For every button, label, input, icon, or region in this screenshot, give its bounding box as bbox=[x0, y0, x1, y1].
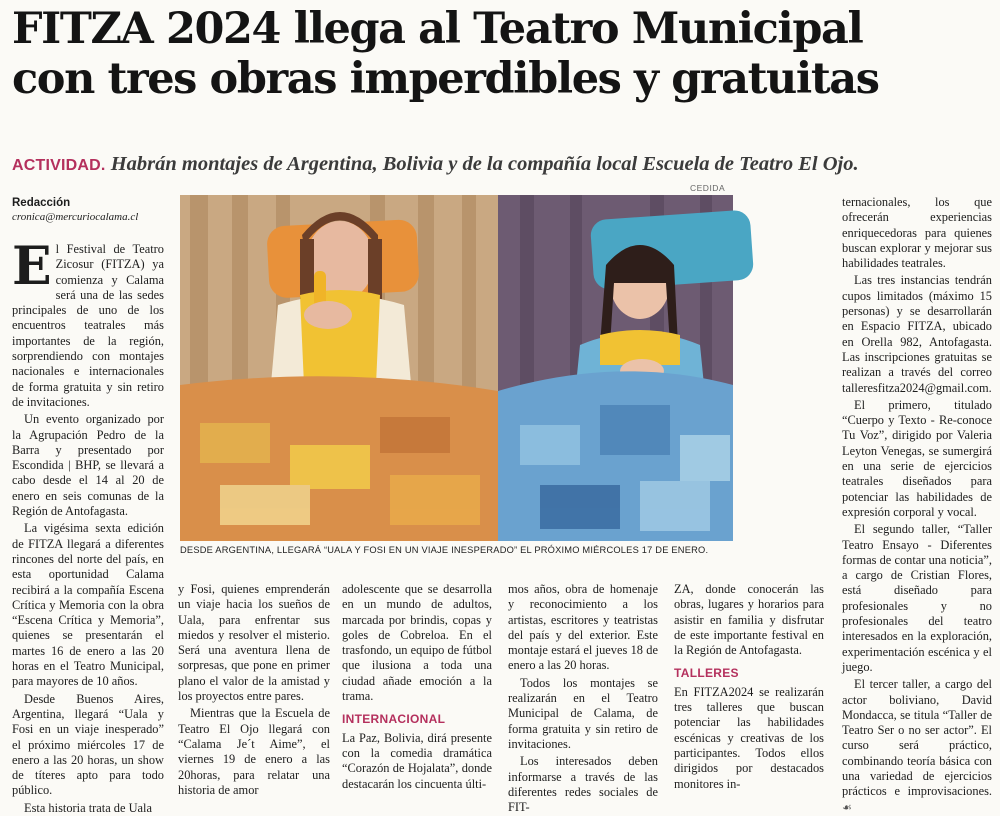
paragraph: El segundo taller, “Taller Teatro Ensayo - Diferentes formas de contar una noticia”, a cargo de Cristian Flores, está diseñado para profesionales y no profesionales del teatro interesados en la exploración, experimentación escénica y el juego. bbox=[842, 522, 992, 674]
paragraph: Las tres instancias tendrán cupos limitados (máximo 15 personas) y se desarrollarán en Espacio FITZA, ubicado en Orella 982, Antofagasta. Las inscripciones gratuitas se realizan a través del correo talleresfitza2024@gmail.com. bbox=[842, 273, 992, 395]
deck bbox=[12, 152, 992, 178]
paragraph: Un evento organizado por la Agrupación Pedro de la Barra y presentado por Escondida | BHP, se llevará a cabo desde el 14 al 20 de enero en seis comunas de la Región de Antofagasta. bbox=[12, 412, 164, 519]
photo-illustration bbox=[180, 195, 733, 541]
column-4 bbox=[508, 582, 658, 815]
subhead-talleres: TALLERES bbox=[674, 666, 739, 681]
paragraph: La Paz, Bolivia, dirá presente con la comedia dramática “Corazón de Hojalata”, donde destacarán los cincuenta últi- bbox=[342, 730, 492, 791]
paragraph: El primero, titulado “Cuerpo y Texto - Re-conoce Tu Voz”, dirigido por Valeria Leyton Venegas, se sumergirá en una serie de ejercicios teatrales diseñados para potenciar las habilidades de expresión corporal y vocal. bbox=[842, 397, 992, 519]
paragraph: El tercer taller, a cargo del actor boliviano, David Mondacca, se titula “Taller de Teatro Ser o no ser actor”. El curso será práctico, combinando teoría básica con una variedad de ejercicios prácticos e improvisaciones. ☙ bbox=[842, 677, 992, 814]
paragraph: ternacionales, los que ofrecerán experiencias enriquecedoras para quienes buscan explorar y mejorar sus habilidades teatrales. bbox=[842, 195, 992, 271]
photo-caption: DESDE ARGENTINA, LLEGARÁ “UALA Y FOSI EN UN VIAJE INESPERADO” EL PRÓXIMO MIÉRCOLES 17 DE ENERO. bbox=[180, 545, 709, 555]
headline-line-2: con tres obras imperdibles y gratuitas bbox=[12, 54, 879, 104]
subhead-internacional: INTERNACIONAL bbox=[342, 712, 446, 727]
paragraph: Todos los montajes se realizarán en el Teatro Municipal de Calama, de forma gratuita y sin retiro de invitaciones. bbox=[508, 675, 658, 751]
headline-line-1: FITZA 2024 llega al Teatro Municipal bbox=[12, 4, 863, 54]
paragraph: ZA, donde conocerán las obras, lugares y horarios para asistir en familia y disfrutar de este importante festival en la Región de Antofagasta. bbox=[674, 582, 824, 658]
end-mark-icon: ☙ bbox=[842, 801, 852, 814]
column-6 bbox=[842, 195, 992, 816]
paragraph: Esta historia trata de Uala bbox=[24, 800, 152, 815]
headline bbox=[12, 4, 992, 104]
deck-text: Habrán montajes de Argentina, Bolivia y de la compañía local Escuela de Teatro El Ojo. bbox=[110, 153, 859, 175]
paragraph: La vigésima sexta edición de FITZA llegará a diferentes rincones del norte del país, en esta oportunidad Calama recibirá a la compañía Escena Crítica y Memoria con la obra “Escena Crítica y Memoria”, quienes se presentarán el martes 16 de enero a las 20 horas en el Teatro Municipal, para mayores de 10 años. bbox=[12, 521, 164, 689]
drop-cap: E bbox=[12, 236, 52, 297]
photo-uala-y-fosi bbox=[180, 195, 733, 541]
column-5 bbox=[674, 582, 824, 792]
byline-email: cronica@mercuriocalama.cl bbox=[12, 211, 139, 223]
paragraph: Desde Buenos Aires, Argentina, llegará “Uala y Fosi en un viaje inesperado” el próximo miércoles 17 de enero a las 20 horas, un show de títeres apto para todo público. bbox=[12, 691, 164, 798]
paragraph: adolescente que se desarrolla en un mundo de adultos, marcada por brindis, copas y goles de Cobreloa. En el trasfondo, un equipo de fútbol que ilusiona a toda una ciudad añade emoción a la trama. bbox=[342, 582, 492, 704]
column-3 bbox=[342, 582, 492, 792]
column-2 bbox=[178, 582, 330, 798]
column-1 bbox=[12, 196, 164, 816]
photo-credit: CEDIDA bbox=[690, 183, 726, 193]
paragraph: Los interesados deben informarse a través de las diferentes redes sociales de FIT- bbox=[508, 754, 658, 815]
paragraph: Mientras que la Escuela de Teatro El Ojo llegará con “Calama Je´t Aime”, el viernes 19 de enero a las 20horas, para relatar una historia de amor bbox=[178, 706, 330, 797]
byline-author: Redacción bbox=[12, 197, 71, 209]
deck-kicker: ACTIVIDAD. bbox=[12, 157, 106, 174]
paragraph: El Festival de Teatro Zicosur (FITZA) ya comienza y Calama será una de las sedes principales de uno de los encuentros teatrales más importantes de la región, sorprendiendo con montajes nacionales e internacionales de forma gratuita y sin retiro de invitaciones. bbox=[12, 236, 164, 409]
paragraph: En FITZA2024 se realizarán tres talleres que buscan potenciar las habilidades escénicas y creativas de los participantes. Todos ellos dirigidos por destacados monitores in- bbox=[674, 684, 824, 791]
paragraph: mos años, obra de homenaje y reconocimiento a los artistas, escritores y teatristas del país y del exterior. Este montaje estará el jueves 18 de enero a las 20 horas. bbox=[508, 582, 658, 673]
paragraph: y Fosi, quienes emprenderán un viaje hacia los sueños de Uala, para enfrentar sus miedos y resolver el misterio. Será una aventura llena de sorpresas, que pone en primer plano el valor de la amistad y los proyectos entre pares. bbox=[178, 582, 330, 704]
